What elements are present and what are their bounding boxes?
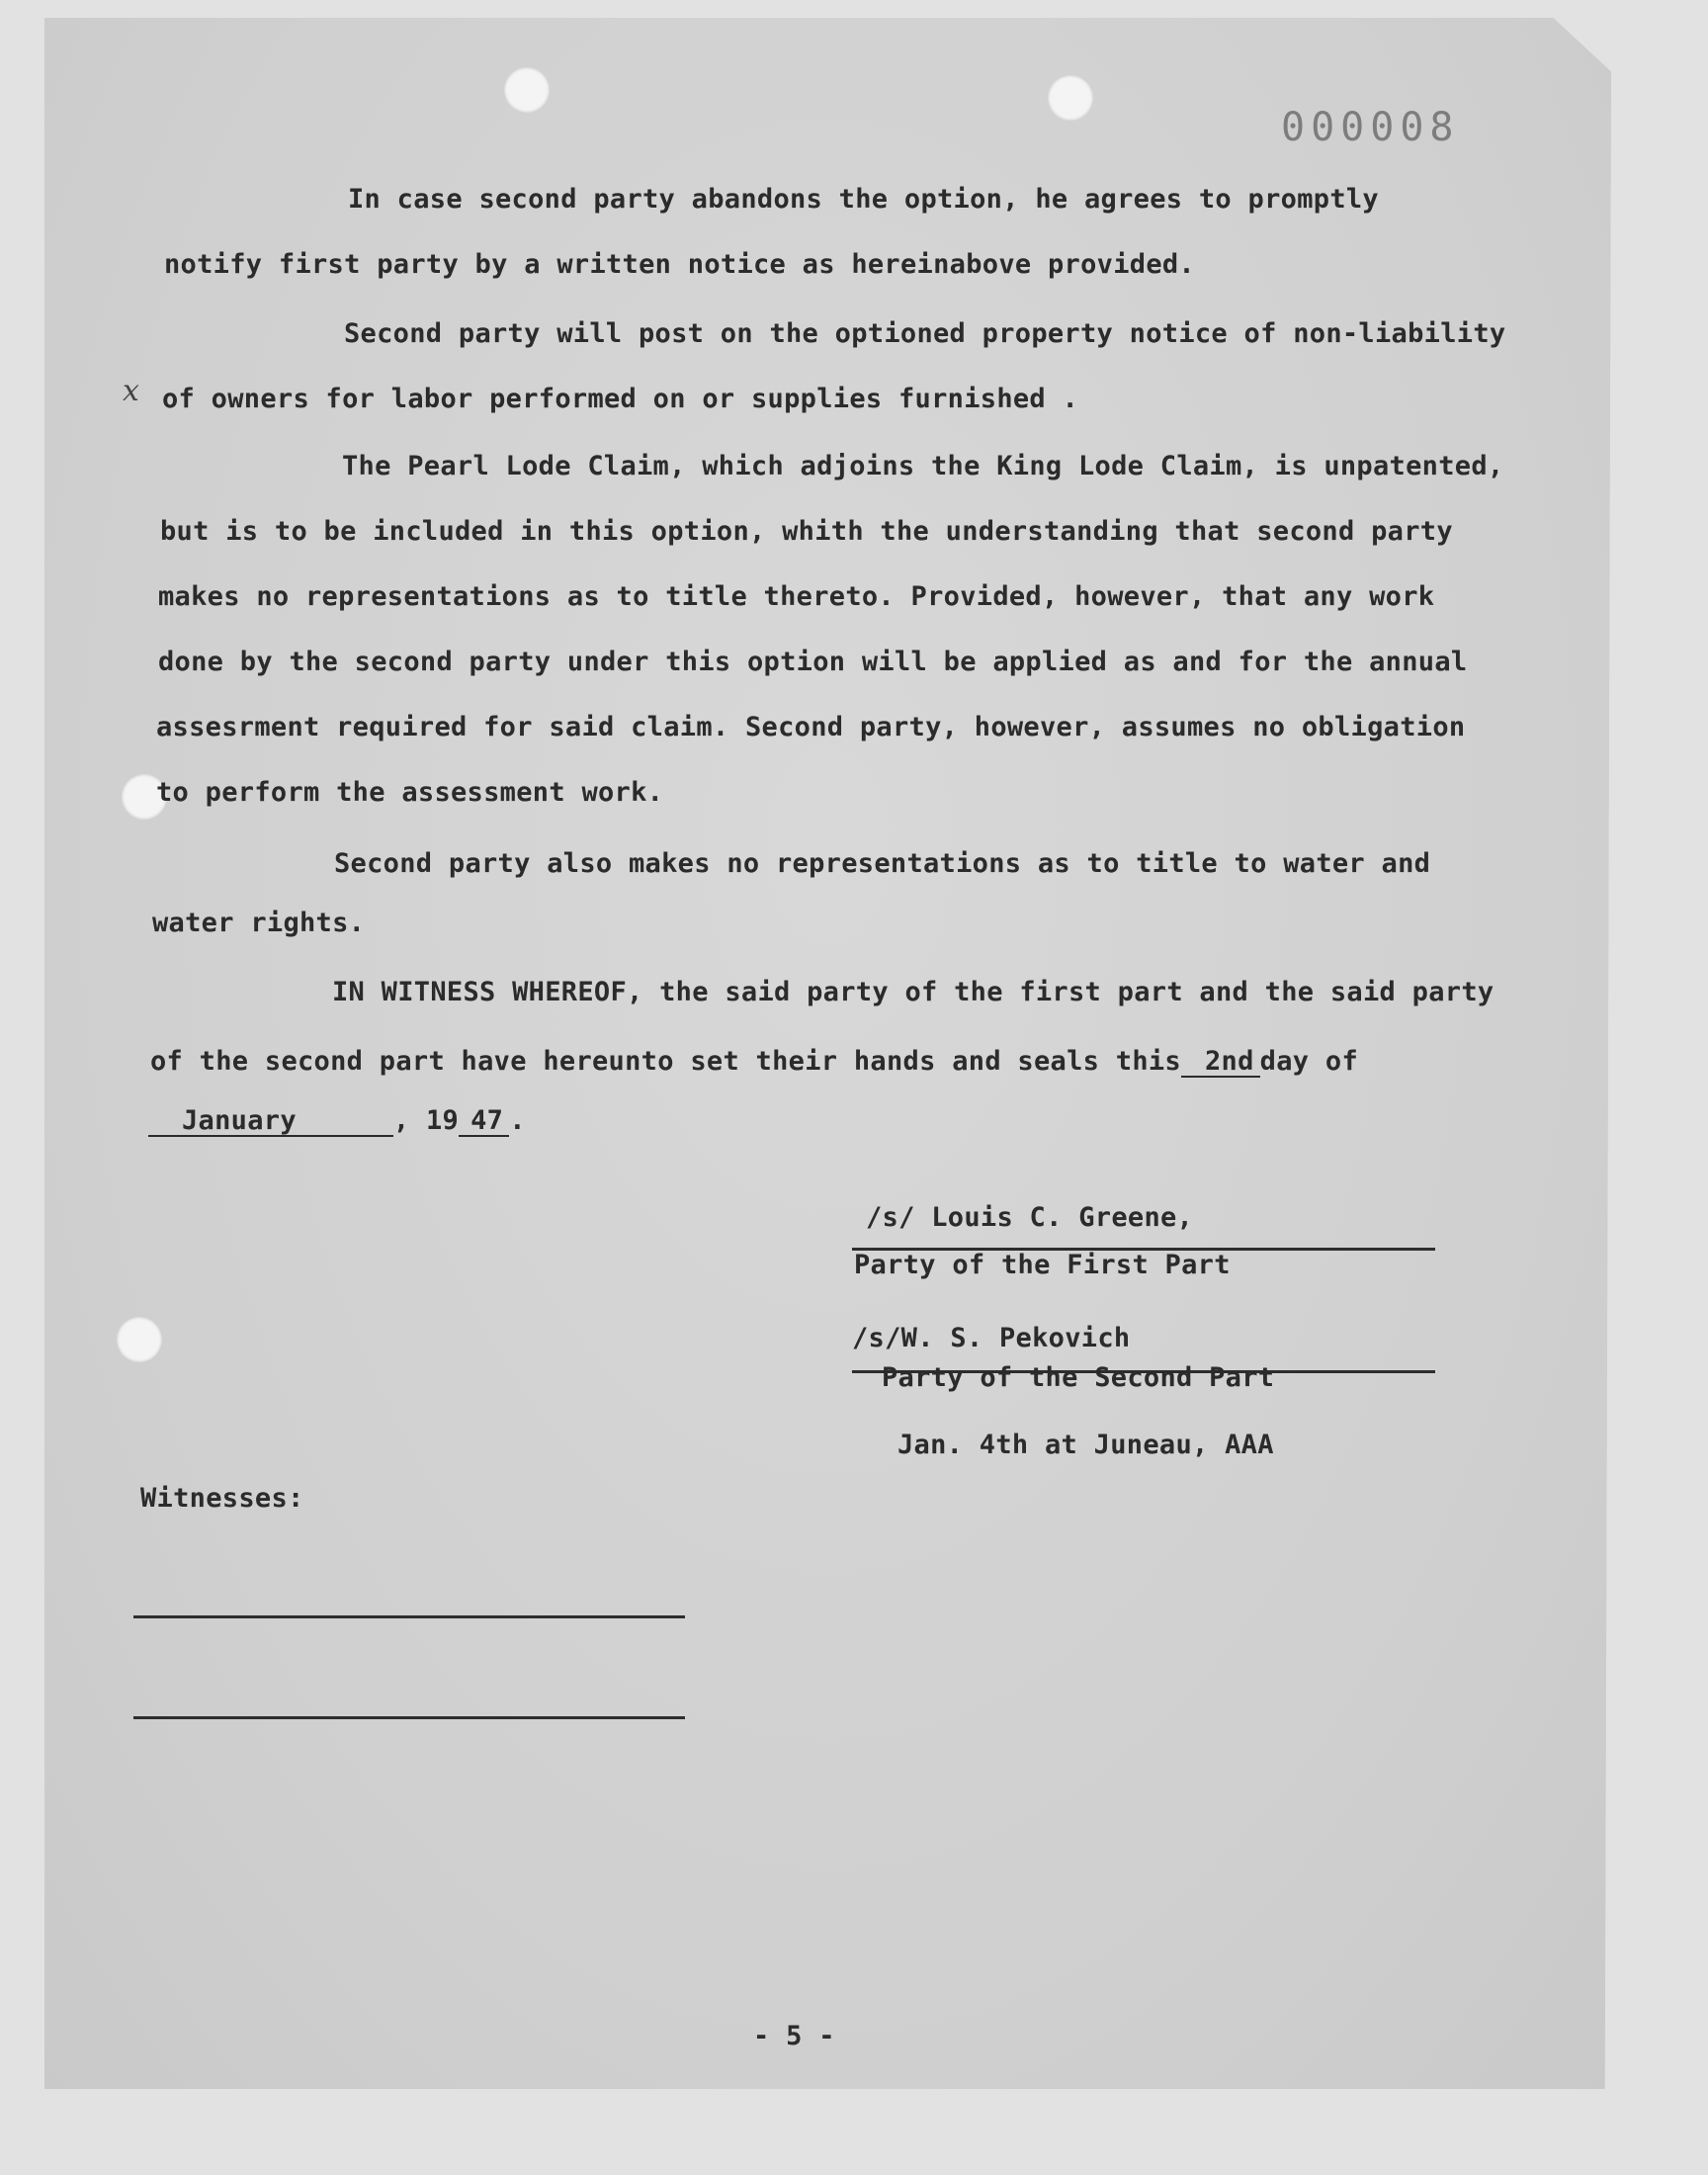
witness-clause-line [150, 1046, 1358, 1078]
page-number: - 5 - [753, 2021, 835, 2051]
execution-note: Jan. 4th at Juneau, AAA [897, 1430, 1274, 1460]
witnesses-label: Witnesses: [140, 1483, 304, 1514]
body-line: assesrment required for said claim. Second party, however, assumes no obligation [156, 712, 1466, 742]
margin-mark: x [123, 374, 139, 408]
body-line: water rights. [152, 908, 366, 938]
month-filled: January [148, 1107, 393, 1137]
body-line: The Pearl Lode Claim, which adjoins the King Lode Claim, is unpatented, [342, 451, 1504, 481]
first-party-signature: /s/ Louis C. Greene, [866, 1202, 1194, 1233]
punch-hole [117, 1317, 162, 1362]
document-stamp-number: 000008 [1281, 105, 1460, 150]
body-line: In case second party abandons the option, he agrees to promptly [348, 184, 1379, 215]
century-text: , 19 [392, 1105, 460, 1136]
witness-line [133, 1615, 685, 1618]
date-end: . [509, 1105, 526, 1136]
second-party-signature: /s/W. S. Pekovich [852, 1323, 1131, 1353]
first-party-role: Party of the First Part [854, 1250, 1231, 1280]
witness-clause-end: day of [1259, 1046, 1359, 1077]
punch-hole [504, 67, 550, 113]
day-filled: 2nd [1181, 1048, 1260, 1078]
punch-hole [1048, 75, 1093, 121]
witness-clause-line: IN WITNESS WHEREOF, the said party of the first part and the said party [332, 977, 1494, 1007]
body-line: done by the second party under this option will be applied as and for the annual [158, 647, 1468, 677]
date-line [148, 1105, 526, 1137]
body-line: of owners for labor performed on or supplies furnished . [162, 384, 1079, 414]
body-line: makes no representations as to title thereto. Provided, however, that any work [158, 581, 1435, 612]
body-line: Second party also makes no representations as to title to water and [334, 848, 1431, 879]
body-line: but is to be included in this option, whith the understanding that second party [160, 516, 1453, 547]
witness-clause-text: of the second part have hereunto set their hands and seals this [150, 1046, 1181, 1077]
second-party-role: Party of the Second Part [882, 1362, 1275, 1393]
witness-line [133, 1716, 685, 1719]
year-filled: 47 [459, 1107, 509, 1137]
body-line: Second party will post on the optioned property notice of non-liability [344, 318, 1506, 349]
body-line: notify first party by a written notice as hereinabove provided. [164, 249, 1195, 280]
body-line: to perform the assessment work. [156, 777, 664, 808]
